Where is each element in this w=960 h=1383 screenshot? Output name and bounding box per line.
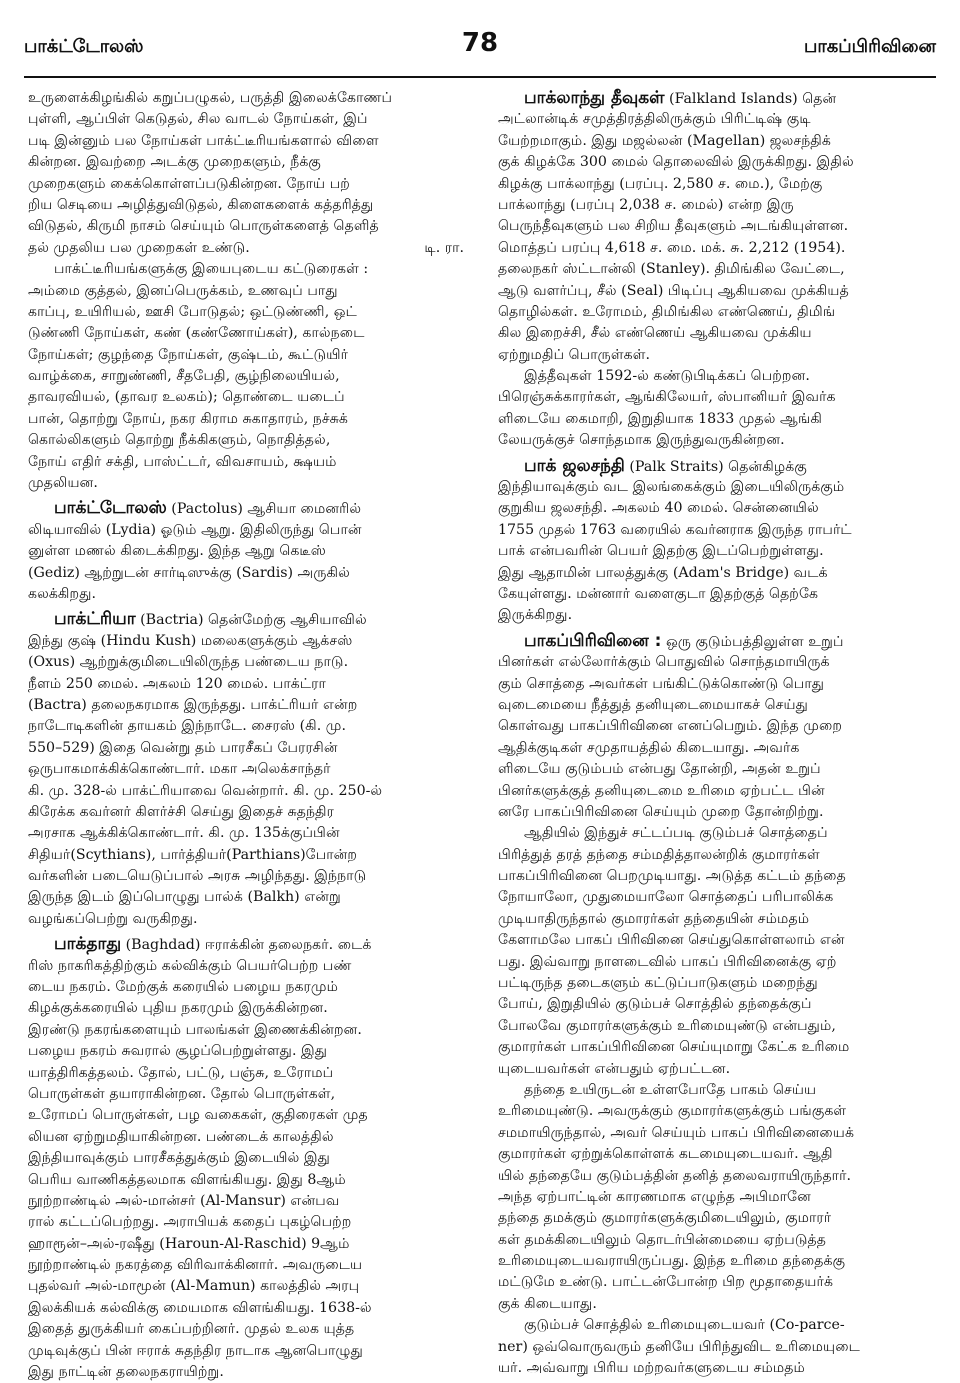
- text-line: [498, 1080, 934, 1101]
- text-line: [28, 1063, 464, 1084]
- line-text: வழங்கப்பெற்று வருகிறது.: [28, 910, 198, 927]
- line-text: யாத்திரிகத்தலம். தோல், பட்டு, பஞ்சு, உரோமப்: [28, 1064, 334, 1081]
- text-line: [498, 1208, 934, 1229]
- text-line: [28, 1298, 464, 1319]
- text-line: [28, 387, 464, 408]
- line-text: கிரேக்க கவர்னர் கிளர்ச்சி செய்து இதைச் சுதந்திர: [28, 803, 335, 820]
- entry-headword-line: [498, 456, 934, 477]
- entry-headword: பாகப்பிரிவினை :: [524, 630, 662, 651]
- text-line: [28, 631, 464, 652]
- line-text: லியன ஏற்றுமதியாகின்றன. பண்டைக் காலத்தில்: [28, 1128, 334, 1145]
- line-text: ner) ஒவ்வொருவரும் தனியே பிரிந்துவிட உரிமையுடை: [498, 1338, 860, 1355]
- running-head-left: பாக்ட்டோலஸ்: [24, 36, 144, 57]
- line-text: ஆடு வளர்ப்பு, சீல் (Seal) பிடிப்பு ஆகியவை முக்கியத்: [498, 282, 849, 299]
- text-line: [498, 716, 934, 737]
- entry-headword: பாக்ட்டோலஸ்: [54, 498, 167, 519]
- text-line: [498, 430, 934, 451]
- text-line: [28, 584, 464, 605]
- line-text: நாடோடிகளின் தாயகம் இந்நாடே. சைரஸ் (கி. மு.: [28, 718, 347, 735]
- line-text: பழைய நகரம் சுவரால் சூழப்பெற்றுள்ளது. இது: [28, 1043, 328, 1060]
- text-line: [28, 131, 464, 152]
- line-text: நூற்றாண்டில் அல்-மான்சர் (Al-Mansur) என்பவ: [28, 1192, 340, 1209]
- line-text: தல் முதலிய பல முறைகள் உண்டு.: [28, 239, 250, 256]
- text-line: [498, 1101, 934, 1122]
- line-text: சிதியர்(Scythians), பார்த்தியர்(Parthians)போன்ற: [28, 846, 358, 863]
- line-text: புதல்வர் அல்-மாமூன் (Al-Mamun) காலத்தில் அரபு: [28, 1278, 360, 1295]
- entry-headword-line: [498, 631, 934, 652]
- text-line: [498, 652, 934, 673]
- text-line: [28, 823, 464, 844]
- line-text: முடியாதிருந்தால் குமாரர்கள் தந்தையின் சம்மதம்: [498, 910, 810, 927]
- line-text: வாழ்க்கை, சாறுண்ணி, சீதபேதி, சூழ்நிலையியல்,: [28, 368, 340, 385]
- line-text: இத்தீவுகள் 1592-ல் கண்டுபிடிக்கப் பெற்றன.: [524, 368, 810, 385]
- text-line: [28, 956, 464, 977]
- text-line: [28, 1319, 464, 1340]
- line-text: 1755 முதல் 1763 வரையில் கவர்னராக இருந்த ராபர்ட்: [498, 521, 852, 538]
- line-text: குக் கிழக்கே 300 மைல் தொலைவில் இருக்கிறது. இதில்: [498, 154, 854, 171]
- text-line: [498, 823, 934, 844]
- line-text: ஹாரூன்–அல்-ரஷீது (Haroun-Al-Raschid) 9ஆம்: [28, 1235, 350, 1252]
- page-header: [24, 28, 936, 68]
- line-text: ஆதிக்குடிகள் சமுதாயத்தில் கிடையாது. அவர்க: [498, 739, 800, 756]
- text-line: [28, 1212, 464, 1233]
- line-text: கேளாமலே பாகப் பிரிவினை செய்துகொள்ளலாம் என்: [498, 932, 845, 949]
- line-text: ஆதியில் இந்துச் சட்டப்படி குடும்பச் சொத்தைப்: [524, 825, 828, 842]
- line-text: டைய நகரம். மேற்குக் கரையில் பழைய நகரமும்: [28, 979, 339, 996]
- line-text: டுண்ணி நோய்கள், கண் (கண்ணோய்கள்), கால்நடை: [28, 325, 365, 342]
- line-text: இருக்கிறது.: [498, 607, 573, 624]
- text-line: [28, 866, 464, 887]
- text-line: [498, 866, 934, 887]
- text-line: [28, 541, 464, 562]
- entry-headword-line: [28, 934, 464, 955]
- line-text: னரே பாகப்பிரிவினை செய்யும் முறை தோன்றிற்று.: [498, 803, 824, 820]
- line-text: (Baghdad) ஈராக்கின் தலைநகர். டைக்: [121, 937, 372, 954]
- line-text: குடும்பச் சொத்தில் உரிமையுடையவர் (Co-parce-: [524, 1317, 845, 1334]
- line-text: உரோமப் பொருள்கள், பழ வகைகள், குதிரைகள் முத: [28, 1107, 368, 1124]
- line-text: இலக்கியக் கல்விக்கு மையமாக விளங்கியது. 1638-ல்: [28, 1299, 372, 1316]
- text-line: [28, 1362, 464, 1383]
- text-line: [498, 994, 934, 1015]
- text-line: [28, 366, 464, 387]
- text-line: [498, 1123, 934, 1144]
- line-text: பான், தொற்று நோய், நகர கிராம சுகாதாரம், நச்சுக்: [28, 410, 349, 427]
- text-line: [498, 1272, 934, 1293]
- line-text: முறைகளும் கைக்கொள்ளப்படுகின்றன. நோய் பற்: [28, 175, 350, 192]
- text-line: [28, 563, 464, 584]
- text-line: [28, 1084, 464, 1105]
- text-line: [28, 1276, 464, 1297]
- text-line: [498, 1016, 934, 1037]
- line-text: லிடியாவில் (Lydia) ஓடும் ஆறு. இதிலிருந்து பொன்: [28, 521, 362, 538]
- text-line: [498, 930, 934, 951]
- line-text: கும் சொத்தை அவர்கள் பங்கிட்டுக்கொண்டு பொது: [498, 675, 825, 692]
- line-text: பட்டிருந்த தடைகளும் கட்டுப்பாடுகளும் மறைந்து: [498, 975, 818, 992]
- text-line: [28, 652, 464, 673]
- line-text: வுடைமையை நீத்துத் தனியுடைமையாகச் செய்து: [498, 696, 808, 713]
- text-line: [498, 674, 934, 695]
- text-line: [28, 473, 464, 494]
- line-text: ஏற்றுமதிப் பொருள்கள்.: [498, 346, 651, 363]
- line-text: அந்த ஏற்பாட்டின் காரணமாக எழுந்த அபிமானே: [498, 1188, 811, 1205]
- line-text: யர். அவ்வாறு பிரிய மற்றவர்களுடைய சம்மதம்: [498, 1360, 805, 1377]
- entry-headword: பாக்தாது: [54, 934, 122, 955]
- author-initials: டி. ரா.: [424, 239, 464, 256]
- line-text: நீளம் 250 மைல். அகலம் 120 மைல். பாக்ட்ரா: [28, 675, 326, 692]
- text-line: [498, 302, 934, 323]
- text-line: [498, 1144, 934, 1165]
- line-text: கேயுள்ளது. மன்னார் வளைகுடா இதற்குத் தெற்கே: [498, 585, 819, 602]
- text-line: [28, 998, 464, 1019]
- entry-headword: பாக் ஜலசந்தி: [524, 455, 625, 476]
- line-text: இந்தியாவுக்கும் பாரசீகத்துக்கும் இடையில் இது: [28, 1150, 330, 1167]
- text-line: [498, 909, 934, 930]
- entry-headword-line: [28, 609, 464, 630]
- line-text: நோய்கள்; குழந்தை நோய்கள், குஷ்டம், கூட்டுயிர்: [28, 346, 349, 363]
- line-text: தலைநகர் ஸ்ட்டான்லி (Stanley). திமிங்கில வேட்டை,: [498, 261, 845, 278]
- text-line: [28, 302, 464, 323]
- line-text: விடுதல், கிருமி நாசம் செய்யும் பொருள்களைத் தெளித்: [28, 218, 379, 235]
- entry-headword: பாக்லாந்து தீவுகள்: [524, 88, 665, 108]
- line-text: (Gediz) ஆற்றுடன் சார்டிஸுக்கு (Sardis) அருகில்: [28, 564, 350, 581]
- text-line: [28, 520, 464, 541]
- text-line: [498, 1166, 934, 1187]
- text-line: [28, 759, 464, 780]
- line-text: உருளைக்கிழங்கில் கறுப்பழுகல், பருத்தி இலைக்கோணப்: [28, 90, 393, 106]
- line-text: முதலியன.: [28, 475, 98, 492]
- text-line: [28, 738, 464, 759]
- text-line: [498, 174, 934, 195]
- text-line: [28, 716, 464, 737]
- line-text: போலவே குமாரர்களுக்கும் உரிமையுண்டு என்பதும்,: [498, 1017, 836, 1034]
- text-line: [28, 281, 464, 302]
- line-text: ரால் கட்டப்பெற்றது. அராபியக் கதைப் புகழ்பெற்ற: [28, 1214, 352, 1231]
- text-line: [498, 738, 934, 759]
- text-line: [498, 845, 934, 866]
- text-line: [28, 238, 464, 259]
- entry-headword-line: [28, 498, 464, 519]
- text-line: [28, 109, 464, 130]
- line-text: அட்லான்டிக் சமுத்திரத்திலிருக்கும் பிரிட்டிஷ் குடி: [498, 111, 811, 128]
- text-line: [28, 152, 464, 173]
- text-line: [28, 909, 464, 930]
- line-text: யுடையவர்கள் என்பதும் ஏற்பட்டன.: [498, 1060, 731, 1077]
- line-text: தந்தை தமக்கும் குமாரர்களுக்குமிடையிலும், குமாரர்: [498, 1210, 832, 1227]
- right-column: [498, 88, 934, 1379]
- text-line: [28, 259, 464, 280]
- line-text: (Palk Straits) தென்கிழக்கு: [624, 458, 807, 475]
- text-line: [498, 541, 934, 562]
- text-line: [498, 238, 934, 259]
- line-text: இது ஆதாமின் பாலத்துக்கு (Adam's Bridge) வடக்: [498, 564, 828, 581]
- line-text: னுள்ள மணல் கிடைக்கிறது. இந்த ஆறு கெடீஸ்: [28, 543, 326, 560]
- text-line: [28, 781, 464, 802]
- text-line: [498, 759, 934, 780]
- line-text: நோயாலோ, முதுமையாலோ சொத்தைப் பரிபாலிக்க: [498, 889, 834, 906]
- line-text: யேற்றமாகும். இது மஜல்லன் (Magellan) ஜலசந்திக்: [498, 132, 832, 149]
- line-text: (Bactra) தலைநகரமாக இருந்தது. பாக்ட்ரியர் என்ற: [28, 696, 358, 713]
- line-text: பெரிய வாணிகத்தலமாக விளங்கியது. இது 8ஆம்: [28, 1171, 346, 1188]
- line-text: ஒருபாகமாக்கிக்கொண்டார். மகா அலெக்சாந்தர்: [28, 761, 331, 778]
- text-line: [28, 1041, 464, 1062]
- line-text: பாக்ட்டீரியங்களுக்கு இயைபுடைய கட்டுரைகள் :: [54, 261, 369, 278]
- line-text: (Falkland Islands) தென்: [664, 91, 837, 107]
- text-line: [498, 520, 934, 541]
- line-text: வர்களின் படையெடுப்பால் அரசு அழிந்தது. இந்நாடு: [28, 868, 367, 885]
- text-line: [498, 1230, 934, 1251]
- text-line: [498, 973, 934, 994]
- line-text: மட்டுமே உண்டு. பாட்டன்போன்ற பிற மூதாதையர்க்: [498, 1274, 834, 1291]
- line-text: தொழில்கள். உரோமம், திமிங்கில எண்ணெய், திமிங்: [498, 303, 836, 320]
- line-text: காப்பு, உயிரியல், ஊசி போடுதல்; ஒட்டுண்ணி, ஒட்: [28, 303, 357, 320]
- line-text: பாக்லாந்து (பரப்பு 2,038 ச. மைல்) என்ற இரு: [498, 196, 794, 213]
- text-line: [498, 259, 934, 280]
- text-line: [498, 1037, 934, 1058]
- text-line: [498, 216, 934, 237]
- text-line: [28, 887, 464, 908]
- line-text: உரிமையுடையவராயிருப்பது. இந்த உரிமை தந்தைக்கு: [498, 1253, 846, 1270]
- line-text: (Oxus) ஆற்றுக்குமிடையிலிருந்த பண்டைய நாடு.: [28, 654, 349, 671]
- line-text: நோய் எதிர் சக்தி, பாஸ்ட்டர், விவசாயம், க்ஷயம்: [28, 453, 337, 470]
- entry-headword-line: [498, 88, 934, 109]
- line-text: குக் கிடையாது.: [498, 1295, 597, 1312]
- text-line: [498, 1337, 934, 1358]
- line-text: இரண்டு நகரங்களையும் பாலங்கள் இணைக்கின்றன.: [28, 1021, 362, 1038]
- text-line: [498, 1059, 934, 1080]
- text-line: [28, 1105, 464, 1126]
- line-text: கி. மு. 328-ல் பாக்ட்ரியாவை வென்றார். கி. மு. 250-ல்: [28, 782, 383, 799]
- text-line: [498, 195, 934, 216]
- line-text: இது நாட்டின் தலைநகராயிற்று.: [28, 1364, 224, 1381]
- line-text: பிரெஞ்சுக்காரர்கள், ஆங்கிலேயர், ஸ்பானியர் இவர்க: [498, 389, 836, 406]
- text-line: [498, 387, 934, 408]
- line-text: பாக் என்பவரின் பெயர் இதற்கு இடப்பெற்றுள்ளது.: [498, 543, 824, 560]
- text-line: [498, 802, 934, 823]
- line-text: அரசாக ஆக்கிக்கொண்டார். கி. மு. 135க்குப்பின்: [28, 825, 340, 842]
- running-head-right: பாகப்பிரிவினை: [803, 36, 936, 57]
- line-text: பாகப்பிரிவினை பெறமுடியாது. அடுத்த கட்டம் தந்தை: [498, 868, 846, 885]
- line-text: பெருந்தீவுகளும் பல சிறிய தீவுகளும் அடங்கியுள்ளன.: [498, 218, 849, 235]
- left-column: [28, 88, 464, 1383]
- text-line: [28, 88, 464, 109]
- text-line: [498, 131, 934, 152]
- text-line: [498, 1294, 934, 1315]
- text-line: [28, 430, 464, 451]
- line-text: ளிடையே குடும்பம் என்பது தோன்றி, அதன் உறுப்: [498, 761, 821, 778]
- line-text: (Bactria) தென்மேற்கு ஆசியாவில்: [135, 612, 367, 629]
- line-text: போய், இறுதியில் குடும்பச் சொத்தில் தந்தைக்குப்: [498, 996, 812, 1013]
- line-text: யில் தந்தையே குடும்பத்தின் தனித் தலைவராயிருந்தார்.: [498, 1167, 852, 1184]
- line-text: 550–529) இதை வென்று தம் பாரசீகப் பேரரசின்: [28, 739, 338, 756]
- text-line: [498, 1315, 934, 1336]
- text-line: [498, 781, 934, 802]
- text-line: [28, 845, 464, 866]
- text-line: [28, 1020, 464, 1041]
- line-text: பது. இவ்வாறு நாளடைவில் பாகப் பிரிவினைக்கு ஏற்: [498, 953, 837, 970]
- text-line: [28, 1255, 464, 1276]
- text-line: [498, 1358, 934, 1379]
- text-line: [498, 584, 934, 605]
- text-line: [28, 802, 464, 823]
- text-line: [28, 1148, 464, 1169]
- text-line: [28, 345, 464, 366]
- line-text: கலக்கிறது.: [28, 585, 97, 602]
- text-line: [28, 323, 464, 344]
- text-line: [28, 216, 464, 237]
- text-line: [498, 887, 934, 908]
- line-text: பிரித்துத் தரத் தந்தை சம்மதித்தாலன்றிக் குமாரர்கள்: [498, 846, 820, 863]
- line-text: குமாரர்கள் பாகப்பிரிவினை செய்யுமாறு கேட்க உரிமை: [498, 1039, 850, 1056]
- line-text: சமமாயிருந்தால், அவர் செய்யும் பாகப் பிரிவினையைக்: [498, 1124, 855, 1141]
- line-text: முடிவுக்குப் பின் ஈராக் சுதந்திர நாடாக ஆனபொழுது: [28, 1342, 363, 1359]
- text-line: [498, 952, 934, 973]
- line-text: பினர்களுக்குத் தனியுடைமை உரிமை ஏற்பட்ட பின்: [498, 782, 825, 799]
- text-line: [498, 563, 934, 584]
- line-text: இந்தியாவுக்கும் வட இலங்கைக்கும் இடையிலிருக்கும்: [498, 479, 845, 496]
- line-text: படி இன்னும் பல நோய்கள் பாக்ட்டீரியங்களால் விளை: [28, 132, 379, 149]
- text-line: [498, 109, 934, 130]
- text-line: [28, 674, 464, 695]
- line-text: ஒரு குடும்பத்திலுள்ள உறுப்: [661, 633, 844, 650]
- line-text: மொத்தப் பரப்பு 4,618 ச. மை. மக். சு. 2,212 (1954).: [498, 239, 846, 256]
- text-line: [498, 281, 934, 302]
- line-text: (Pactolus) ஆசியா மைனரில்: [166, 501, 362, 518]
- text-line: [498, 695, 934, 716]
- text-line: [28, 174, 464, 195]
- line-text: உரிமையுண்டு. அவருக்கும் குமாரர்களுக்கும் பங்குகள்: [498, 1103, 847, 1120]
- line-text: கின்றன. இவற்றை அடக்கு முறைகளும், நீக்கு: [28, 154, 321, 171]
- line-text: நூற்றாண்டில் நகரத்தை விரிவாக்கினார். அவருடைய: [28, 1257, 363, 1274]
- text-line: [498, 366, 934, 387]
- page-number: 78: [461, 28, 499, 58]
- text-line: [28, 409, 464, 430]
- text-line: [28, 695, 464, 716]
- line-text: கிழக்குக்கரையில் புதிய நகரமும் இருக்கின்றன.: [28, 1000, 328, 1017]
- text-line: [498, 323, 934, 344]
- line-text: இருந்த இடம் இப்பொழுது பால்க் (Balkh) என்று: [28, 889, 341, 906]
- text-line: [28, 1341, 464, 1362]
- text-line: [28, 977, 464, 998]
- entry-headword: பாக்ட்ரியா: [54, 609, 136, 630]
- text-line: [28, 195, 464, 216]
- text-line: [28, 1170, 464, 1191]
- text-line: [498, 477, 934, 498]
- line-text: தந்தை உயிருடன் உள்ளபோதே பாகம் செய்ய: [524, 1081, 817, 1098]
- line-text: ளிடையே கைமாறி, இறுதியாக 1833 முதல் ஆங்கி: [498, 410, 823, 427]
- text-line: [28, 1191, 464, 1212]
- line-text: கொல்லிகளும் தொற்று நீக்கிகளும், நொதித்தல்,: [28, 432, 331, 449]
- line-text: புள்ளி, ஆப்பிள் கெடுதல், சில வாடல் நோய்கள், இப்: [28, 111, 368, 128]
- text-line: [498, 152, 934, 173]
- text-line: [28, 1127, 464, 1148]
- line-text: இந்து குஷ் (Hindu Kush) மலைகளுக்கும் ஆக்சஸ்: [28, 632, 353, 649]
- line-text: ரிஸ் நாகரிகத்திற்கும் கல்விக்கும் பெயர்பெற்ற பண்: [28, 957, 352, 974]
- line-text: பொருள்கள் தயாராகின்றன. தோல் பொருள்கள்,: [28, 1085, 336, 1102]
- line-text: கள் தமக்கிடையிலும் தொடர்பின்மையை ஏற்படுத்த: [498, 1231, 827, 1248]
- line-text: இதைத் துருக்கியர் கைப்பற்றினர். முதல் உலக யுத்த: [28, 1321, 355, 1338]
- text-line: [498, 345, 934, 366]
- line-text: அம்மை குத்தல், இனப்பெருக்கம், உணவுப் பாது: [28, 282, 338, 299]
- line-text: தாவரவியல், (தாவர உலகம்); தொண்டை யடைப்: [28, 389, 345, 406]
- line-text: றிய செடியை அழித்துவிடுதல், கிளைகளைக் கத்தரித்து: [28, 196, 374, 213]
- text-line: [28, 1234, 464, 1255]
- text-line: [498, 605, 934, 626]
- line-text: குறுகிய ஜலசந்தி. அகலம் 40 மைல். சென்னையில்: [498, 500, 819, 517]
- header-rule: [24, 76, 936, 78]
- line-text: குமாரர்கள் ஏற்றுக்கொள்ளக் கடமையுடையவர். ஆதி: [498, 1146, 833, 1163]
- line-text: லேயருக்குச் சொந்தமாக இருந்துவருகின்றன.: [498, 432, 785, 449]
- line-text: கில இறைச்சி, சீல் எண்ணெய் ஆகியவை முக்கிய: [498, 325, 812, 342]
- text-line: [498, 498, 934, 519]
- text-line: [28, 452, 464, 473]
- line-text: கிழக்கு பாக்லாந்து (பரப்பு. 2,580 ச. மை.), மேற்கு: [498, 175, 823, 192]
- text-line: [498, 1187, 934, 1208]
- text-line: [498, 409, 934, 430]
- line-text: கொள்வது பாகப்பிரிவினை எனப்பெறும். இந்த முறை: [498, 718, 843, 735]
- line-text: பினர்கள் எல்லோர்க்கும் பொதுவில் சொந்தமாயிருக்: [498, 654, 830, 671]
- text-line: [498, 1251, 934, 1272]
